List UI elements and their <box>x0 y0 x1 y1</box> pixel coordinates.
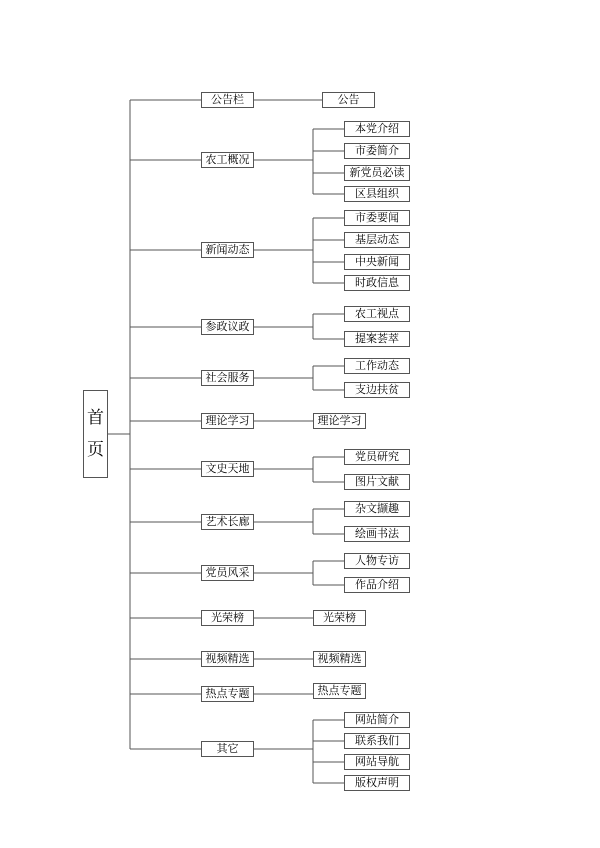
subsection-node[interactable]: 支边扶贫 <box>344 382 410 398</box>
subsection-node[interactable]: 作品介绍 <box>344 577 410 593</box>
subsection-node[interactable]: 图片文献 <box>344 474 410 490</box>
section-node[interactable]: 热点专题 <box>201 686 254 702</box>
subsection-node[interactable]: 网站简介 <box>344 712 410 728</box>
subsection-node[interactable]: 网站导航 <box>344 754 410 770</box>
subsection-node[interactable]: 区县组织 <box>344 186 410 202</box>
subsection-node[interactable]: 市委要闻 <box>344 210 410 226</box>
subsection-node[interactable]: 光荣榜 <box>313 610 366 626</box>
root-char-1: 首 <box>87 408 104 428</box>
section-node[interactable]: 社会服务 <box>201 370 254 386</box>
section-node[interactable]: 理论学习 <box>201 413 254 429</box>
subsection-node[interactable]: 党员研究 <box>344 449 410 465</box>
section-node[interactable]: 文史天地 <box>201 461 254 477</box>
section-node[interactable]: 党员风采 <box>201 565 254 581</box>
section-node[interactable]: 艺术长廊 <box>201 514 254 530</box>
subsection-node[interactable]: 基层动态 <box>344 232 410 248</box>
section-node[interactable]: 视频精选 <box>201 651 254 667</box>
section-node[interactable]: 农工概况 <box>201 152 254 168</box>
section-node[interactable]: 光荣榜 <box>201 610 254 626</box>
subsection-node[interactable]: 时政信息 <box>344 275 410 291</box>
subsection-node[interactable]: 视频精选 <box>313 651 366 667</box>
subsection-node[interactable]: 绘画书法 <box>344 526 410 542</box>
subsection-node[interactable]: 本党介绍 <box>344 121 410 137</box>
subsection-node[interactable]: 联系我们 <box>344 733 410 749</box>
root-node-home[interactable] <box>83 390 108 478</box>
subsection-node[interactable]: 版权声明 <box>344 775 410 791</box>
subsection-node[interactable]: 热点专题 <box>313 683 366 699</box>
subsection-node[interactable]: 理论学习 <box>313 413 366 429</box>
section-node[interactable]: 参政议政 <box>201 319 254 335</box>
subsection-node[interactable]: 工作动态 <box>344 358 410 374</box>
subsection-node[interactable]: 杂文撷趣 <box>344 501 410 517</box>
subsection-node[interactable]: 中央新闻 <box>344 254 410 270</box>
root-char-2: 页 <box>87 440 104 460</box>
subsection-node[interactable]: 人物专访 <box>344 553 410 569</box>
section-node[interactable]: 新闻动态 <box>201 242 254 258</box>
section-node[interactable]: 公告栏 <box>201 92 254 108</box>
subsection-node[interactable]: 公告 <box>322 92 375 108</box>
subsection-node[interactable]: 市委简介 <box>344 143 410 159</box>
subsection-node[interactable]: 提案荟萃 <box>344 331 410 347</box>
subsection-node[interactable]: 新党员必读 <box>344 165 410 181</box>
subsection-node[interactable]: 农工视点 <box>344 306 410 322</box>
section-node[interactable]: 其它 <box>201 741 254 757</box>
